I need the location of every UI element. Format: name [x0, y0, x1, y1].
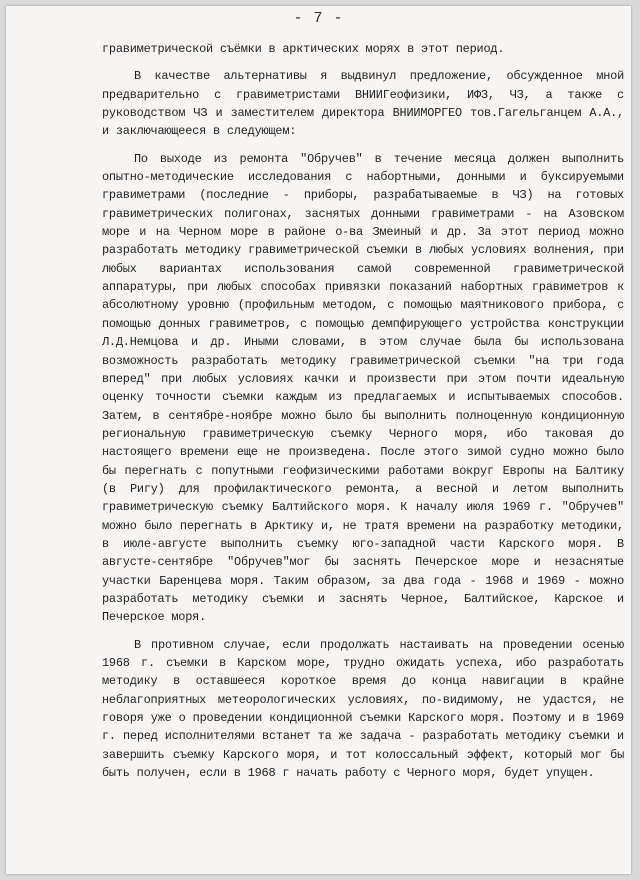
- paragraph-alternative-proposal: В качестве альтернативы я выдвинул предложение, обсужденное мной предварительно с гравиметристами ВНИИГеофизики, ИФЗ, ЧЗ, а также с руководством ЧЗ и заместителем директора ВНИИМОРГЕО тов.Гагельганцем А.А., и заключающееся в следующем:: [102, 69, 624, 139]
- document-page: [6, 6, 631, 874]
- page-number: - 7 -: [293, 10, 344, 27]
- paragraph-plan-details: По выходе из ремонта "Обручев" в течение месяца должен выполнить опытно-методические исследования с набортными, донными и буксируемыми гравиметрами (последние - приборы, разрабатываемые в ЧЗ) на готовых гравиметрических полигонах, заснятых донными гравиметрами - на Азовском море и на Черном море в районе о-ва Змеиный и др. За этот период можно разработать методику гравиметрической съемки в любых условиях волнения, при любых вариантах использования самой современной гравиметрической аппаратуры, при любых способах привязки показаний набортных гравиметров к абсолютному уровню (профильным методом, с помощью маятникового прибора, с помощью донных гравиметров, с помощью демпфирующего устройства конструкции Л.Д.Немцова и др. Иными словами, в этом случае была бы использована возможность разработать методику гравиметрической съемки "на три года вперед" при любых условиях качки и произвести при этом почти идеальную оценку точности съемки каждым из предлагаемых и испытываемых способов. Затем, в сентябре-ноябре можно было бы выполнить полноценную кондиционную региональную гравиметрическую съемку Черного моря, ибо таковая до настоящего времени еще не произведена. После этого зимой судно можно было бы перегнать с попутными геофизическими работами вокруг Европы на Балтику (в Ригу) для профилактического ремонта, а весной и летом выполнить гравиметрическую съемку Балтийского моря. К началу июля 1969 г. "Обручев" можно было перегнать в Арктику и, не тратя времени на разработку методики, в июле-августе выполнить съемку юго-западной части Карского моря. В августе-сентябре "Обручев"мог бы заснять Печерское море и незаснятые участки Баренцева моря. Таким образом, за два года - 1968 и 1969 - можно разработать методику съемки и заснять Черное, Балтийское, Карское и Печерское моря.: [102, 151, 624, 625]
- paragraph-otherwise: В противном случае, если продолжать настаивать на проведении осенью 1968 г. съемки в Карском море, трудно ожидать успеха, ибо разработать методику в оставшееся короткое время до конца навигации в крайне неблагоприятных метеорологических условиях, по-видимому, не удастся, не говоря уже о проведении кондиционной съемки Карского моря. Поэтому и в 1969 г. перед исполнителями встанет та же задача - разработать методику съемки и завершить съемку Карского моря, и тот колоссальный эффект, который мог бы быть получен, если в 1968 г начать работу с Черного моря, будет упущен.: [102, 637, 624, 781]
- document-body: [102, 40, 624, 782]
- paragraph-continuation: гравиметрической съёмки в арктических морях в этот период.: [102, 42, 505, 56]
